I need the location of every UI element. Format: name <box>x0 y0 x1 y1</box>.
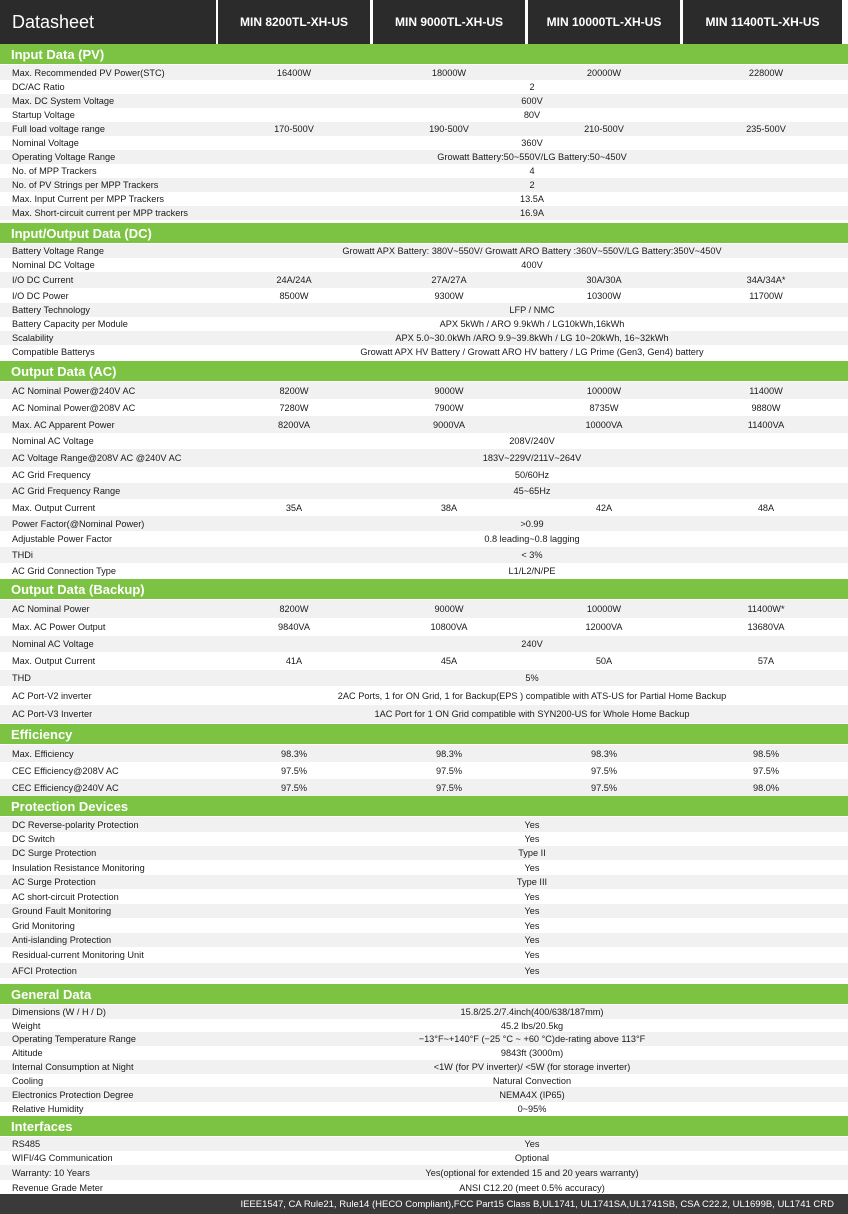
row-label: Max. Efficiency <box>12 748 74 759</box>
table-row <box>0 272 848 288</box>
row-label: AC Grid Frequency <box>12 470 91 480</box>
row-value: 11400W* <box>747 604 785 614</box>
table-row <box>0 65 848 80</box>
section-header: Efficiency <box>0 724 848 744</box>
row-value: LFP / NMC <box>509 305 555 315</box>
row-value: ANSI C12.20 (meet 0.5% accuracy) <box>459 1182 605 1193</box>
table-row <box>0 1005 848 1019</box>
row-label: Nominal AC Voltage <box>12 436 94 446</box>
row-value: Yes <box>524 834 540 844</box>
row-value: 50A <box>595 656 613 666</box>
row-value: 8735W <box>589 402 619 413</box>
row-label: Cooling <box>12 1075 44 1086</box>
table-row <box>0 1060 848 1074</box>
table-row <box>0 1180 848 1195</box>
row-value: 97.5% <box>590 765 618 776</box>
row-value: 9000W <box>434 604 464 614</box>
table-row <box>0 1137 848 1151</box>
row-value: 11700W <box>749 290 783 301</box>
row-value: −13°F~+140°F (−25 °C ~ +60 °C)de-rating above 113°F <box>418 1034 646 1044</box>
page-title: Datasheet <box>0 0 216 44</box>
row-value: 190-500V <box>429 124 469 134</box>
row-value: 600V <box>521 96 543 106</box>
table-row <box>0 963 848 978</box>
row-value: 97.5% <box>752 765 780 776</box>
row-value: 27A/27A <box>431 275 467 285</box>
row-value: 13.5A <box>519 194 544 204</box>
row-value: 10000W <box>586 604 622 614</box>
row-value: 30A/30A <box>586 275 622 285</box>
table-row <box>0 288 848 303</box>
table-header <box>0 0 848 44</box>
row-value: Type II <box>518 848 546 858</box>
section-header: Input/Output Data (DC) <box>0 223 848 243</box>
row-value: 42A <box>595 502 613 513</box>
table-row <box>0 499 848 516</box>
row-value: 9300W <box>434 290 464 301</box>
row-value: Yes <box>524 920 540 931</box>
row-value: 97.5% <box>280 765 308 776</box>
row-value: NEMA4X (IP65) <box>499 1089 565 1100</box>
row-value: 183V~229V/211V~264V <box>482 453 582 463</box>
row-label: Dimensions (W / H / D) <box>12 1007 106 1017</box>
table-row <box>0 258 848 272</box>
row-value: Natural Convection <box>492 1075 572 1086</box>
row-value: 20000W <box>586 67 622 78</box>
row-label: Max. AC Power Output <box>12 622 106 632</box>
section-header: Output Data (AC) <box>0 361 848 381</box>
row-label: Battery Voltage Range <box>12 246 104 256</box>
table-row <box>0 779 848 796</box>
table-row <box>0 178 848 192</box>
model-column-header-3: MIN 10000TL-XH-US <box>528 0 680 44</box>
row-label: I/O DC Current <box>12 275 74 285</box>
row-value: 80V <box>523 110 541 120</box>
row-label: Anti-islanding Protection <box>12 935 112 945</box>
row-value: 45A <box>440 656 458 666</box>
row-label: Operating Voltage Range <box>12 152 116 162</box>
table-row <box>0 1087 848 1102</box>
row-label: Nominal DC Voltage <box>12 260 95 270</box>
row-value: 12000VA <box>585 622 623 632</box>
table-row <box>0 331 848 345</box>
row-value: 98.5% <box>752 748 780 759</box>
row-value: 8200W <box>279 604 309 614</box>
row-value: 98.0% <box>752 782 780 793</box>
table-row <box>0 636 848 652</box>
table-row <box>0 136 848 150</box>
row-value: Growatt APX HV Battery / Growatt ARO HV battery / LG Prime (Gen3, Gen4) battery <box>360 347 704 357</box>
row-value: Yes <box>524 950 540 960</box>
section-header: Input Data (PV) <box>0 44 848 64</box>
row-value: 4 <box>529 166 535 176</box>
table-row <box>0 875 848 889</box>
row-label: DC Surge Protection <box>12 848 97 858</box>
row-value: APX 5.0~30.0kWh /ARO 9.9~39.8kWh / LG 10~20kWh, 16~32kWh <box>395 333 669 343</box>
row-value: Yes <box>524 819 540 830</box>
table-row <box>0 467 848 483</box>
table-row <box>0 94 848 108</box>
row-value: 8200VA <box>277 419 310 430</box>
row-value: Yes <box>524 906 540 916</box>
table-row <box>0 889 848 904</box>
table-row <box>0 947 848 963</box>
table-row <box>0 122 848 136</box>
row-value: 10000W <box>586 385 622 396</box>
row-value: 98.3% <box>435 748 463 759</box>
table-row <box>0 832 848 846</box>
table-row <box>0 164 848 178</box>
row-label: Weight <box>12 1020 41 1031</box>
row-value: 360V <box>521 138 543 148</box>
row-label: No. of MPP Trackers <box>12 166 97 176</box>
table-row <box>0 1046 848 1060</box>
row-label: DC/AC Ratio <box>12 82 65 92</box>
row-label: Warranty: 10 Years <box>12 1167 90 1178</box>
row-value: 11400W <box>749 385 783 396</box>
row-label: Scalability <box>12 333 54 343</box>
row-value: Growatt Battery:50~550V/LG Battery:50~450V <box>437 152 627 162</box>
table-row <box>0 206 848 220</box>
row-label: AC Grid Frequency Range <box>12 486 121 496</box>
row-value: <1W (for PV inverter)/ <5W (for storage inverter) <box>433 1062 631 1072</box>
row-value: 10000VA <box>585 419 623 430</box>
row-label: Ground Fault Monitoring <box>12 906 112 916</box>
row-value: 98.3% <box>280 748 308 759</box>
row-label: Power Factor(@Nominal Power) <box>12 518 145 529</box>
row-value: 11400VA <box>747 419 785 430</box>
row-label: Insulation Resistance Monitoring <box>12 862 145 873</box>
row-value: 97.5% <box>590 782 618 793</box>
row-value: 240V <box>521 639 543 649</box>
row-value: 24A/24A <box>276 275 312 285</box>
model-column-header-4: MIN 11400TL-XH-US <box>683 0 842 44</box>
table-row <box>0 244 848 258</box>
row-value: 5% <box>525 673 539 683</box>
table-row <box>0 1102 848 1115</box>
row-value: 16.9A <box>519 208 544 218</box>
table-row <box>0 846 848 860</box>
row-label: Max. Output Current <box>12 656 96 666</box>
row-value: Yes <box>524 862 540 873</box>
row-label: AC Nominal Power@240V AC <box>12 385 136 396</box>
table-row <box>0 303 848 317</box>
row-value: 97.5% <box>435 765 463 776</box>
row-value: 235-500V <box>746 124 786 134</box>
table-row <box>0 1074 848 1087</box>
row-label: Residual-current Monitoring Unit <box>12 950 144 960</box>
row-value: 9840VA <box>277 622 310 632</box>
row-label: Full load voltage range <box>12 124 105 134</box>
row-value: 400V <box>521 260 543 270</box>
table-row <box>0 918 848 933</box>
row-value: 10300W <box>586 290 622 301</box>
row-label: AC short-circuit Protection <box>12 891 119 902</box>
row-label: AC Port-V2 inverter <box>12 690 92 701</box>
table-row <box>0 531 848 547</box>
row-value: 9843ft (3000m) <box>500 1048 564 1058</box>
table-row <box>0 563 848 579</box>
row-label: Battery Technology <box>12 305 90 315</box>
table-row <box>0 1165 848 1180</box>
row-label: CEC Efficiency@240V AC <box>12 782 119 793</box>
row-label: AC Surge Protection <box>12 877 96 887</box>
row-value: Yes <box>524 965 540 976</box>
section-header: General Data <box>0 984 848 1004</box>
table-row <box>0 150 848 164</box>
table-row <box>0 652 848 670</box>
row-value: 18000W <box>431 67 467 78</box>
row-value: 16400W <box>276 67 312 78</box>
model-column-header-1: MIN 8200TL-XH-US <box>218 0 370 44</box>
row-value: 210-500V <box>584 124 624 134</box>
table-row <box>0 860 848 875</box>
row-label: THD <box>12 673 31 683</box>
certifications-footer: IEEE1547, CA Rule21, Rule14 (HECO Compliant),FCC Part15 Class B,UL1741, UL1741SA,UL1741SB, CSA C22.2, UL1699B, UL1741 CRD <box>0 1194 848 1214</box>
model-column-header-2: MIN 9000TL-XH-US <box>373 0 525 44</box>
table-row <box>0 705 848 723</box>
table-row <box>0 618 848 636</box>
table-row <box>0 483 848 499</box>
row-label: Nominal AC Voltage <box>12 639 94 649</box>
row-value: 97.5% <box>280 782 308 793</box>
row-value: 2AC Ports, 1 for ON Grid, 1 for Backup(EPS ) compatible with ATS-US for Partial Home Backup <box>337 690 727 701</box>
row-value: 2 <box>529 180 535 190</box>
row-label: AC Port-V3 Inverter <box>12 709 93 719</box>
table-row <box>0 399 848 416</box>
row-label: No. of PV Strings per MPP Trackers <box>12 180 159 190</box>
row-label: Grid Monitoring <box>12 920 75 931</box>
row-label: Internal Consumption at Night <box>12 1062 134 1072</box>
row-value: 13680VA <box>747 622 785 632</box>
section-header: Interfaces <box>0 1116 848 1136</box>
row-value: 38A <box>440 502 458 513</box>
row-label: Max. Recommended PV Power(STC) <box>12 67 165 78</box>
row-value: 34A/34A* <box>746 275 786 285</box>
table-row <box>0 1032 848 1046</box>
row-value: 7280W <box>279 402 309 413</box>
table-row <box>0 817 848 832</box>
row-value: 97.5% <box>435 782 463 793</box>
row-value: 208V/240V <box>509 436 555 446</box>
row-value: Optional <box>514 1153 550 1163</box>
row-value: 98.3% <box>590 748 618 759</box>
row-label: Revenue Grade Meter <box>12 1182 103 1193</box>
row-label: Startup Voltage <box>12 110 75 120</box>
section-header: Protection Devices <box>0 796 848 816</box>
row-value: Type III <box>516 877 548 887</box>
row-value: Yes <box>524 935 540 945</box>
row-value: 8200W <box>279 385 309 396</box>
row-value: 50/60Hz <box>514 470 550 480</box>
row-value: 0.8 leading~0.8 lagging <box>484 534 580 544</box>
table-row <box>0 108 848 122</box>
row-label: AFCI Protection <box>12 965 77 976</box>
row-value: Yes(optional for extended 15 and 20 years warranty) <box>425 1167 639 1178</box>
row-value: 57A <box>757 656 775 666</box>
row-label: Max. Output Current <box>12 502 96 513</box>
row-value: 35A <box>285 502 303 513</box>
row-label: Altitude <box>12 1048 43 1058</box>
table-row <box>0 433 848 449</box>
row-value: 170-500V <box>274 124 314 134</box>
row-value: Growatt APX Battery: 380V~550V/ Growatt ARO Battery :360V~550V/LG Battery:350V~450V <box>342 246 722 256</box>
table-row <box>0 416 848 433</box>
row-value: 48A <box>757 502 775 513</box>
row-label: CEC Efficiency@208V AC <box>12 765 119 776</box>
section-header: Output Data (Backup) <box>0 579 848 599</box>
row-label: Compatible Batterys <box>12 347 95 357</box>
row-value: 0~95% <box>517 1103 547 1114</box>
row-value: >0.99 <box>520 518 544 529</box>
row-value: 2 <box>529 82 535 92</box>
row-value: 10800VA <box>430 622 468 632</box>
row-label: Battery Capacity per Module <box>12 319 128 329</box>
row-label: AC Voltage Range@208V AC @240V AC <box>12 453 182 463</box>
table-row <box>0 686 848 705</box>
row-label: Max. AC Apparent Power <box>12 419 115 430</box>
row-value: 41A <box>285 656 303 666</box>
table-row <box>0 317 848 331</box>
table-row <box>0 762 848 779</box>
table-row <box>0 449 848 467</box>
row-value: L1/L2/N/PE <box>508 566 556 576</box>
row-value: 9880W <box>751 402 781 413</box>
row-value: 22800W <box>748 67 784 78</box>
row-value: APX 5kWh / ARO 9.9kWh / LG10kWh,16kWh <box>439 319 625 329</box>
row-label: Max. DC System Voltage <box>12 96 115 106</box>
row-value: 7900W <box>434 402 464 413</box>
table-row <box>0 745 848 762</box>
row-label: WIFI/4G Communication <box>12 1153 113 1163</box>
row-value: 45~65Hz <box>513 486 551 496</box>
row-label: Adjustable Power Factor <box>12 534 113 544</box>
table-row <box>0 1151 848 1165</box>
row-value: 1AC Port for 1 ON Grid compatible with SYN200-US for Whole Home Backup <box>374 709 690 719</box>
row-label: AC Nominal Power@208V AC <box>12 402 136 413</box>
row-value: 15.8/25.2/7.4inch(400/638/187mm) <box>460 1007 604 1017</box>
row-label: Nominal Voltage <box>12 138 79 148</box>
row-label: Electronics Protection Degree <box>12 1089 134 1100</box>
row-value: Yes <box>524 891 540 902</box>
row-label: DC Reverse-polarity Protection <box>12 819 139 830</box>
table-row <box>0 547 848 563</box>
table-row <box>0 345 848 359</box>
row-label: I/O DC Power <box>12 290 69 301</box>
row-label: Relative Humidity <box>12 1103 84 1114</box>
table-row <box>0 382 848 399</box>
table-row <box>0 192 848 206</box>
row-label: Max. Short-circuit current per MPP trackers <box>12 208 188 218</box>
row-value: 45.2 lbs/20.5kg <box>500 1020 564 1031</box>
table-row <box>0 904 848 918</box>
table-row <box>0 1019 848 1032</box>
row-label: Operating Temperature Range <box>12 1034 136 1044</box>
row-label: AC Nominal Power <box>12 604 90 614</box>
table-row <box>0 600 848 618</box>
row-value: Yes <box>524 1139 540 1149</box>
row-value: 9000VA <box>432 419 465 430</box>
table-row <box>0 670 848 686</box>
row-label: RS485 <box>12 1139 41 1149</box>
table-row <box>0 933 848 947</box>
table-row <box>0 516 848 531</box>
row-label: THDi <box>12 550 33 560</box>
row-label: Max. Input Current per MPP Trackers <box>12 194 164 204</box>
row-value: 9000W <box>434 385 464 396</box>
row-label: DC Switch <box>12 834 55 844</box>
row-value: < 3% <box>521 550 543 560</box>
row-value: 8500W <box>279 290 309 301</box>
row-label: AC Grid Connection Type <box>12 566 117 576</box>
table-row <box>0 80 848 94</box>
